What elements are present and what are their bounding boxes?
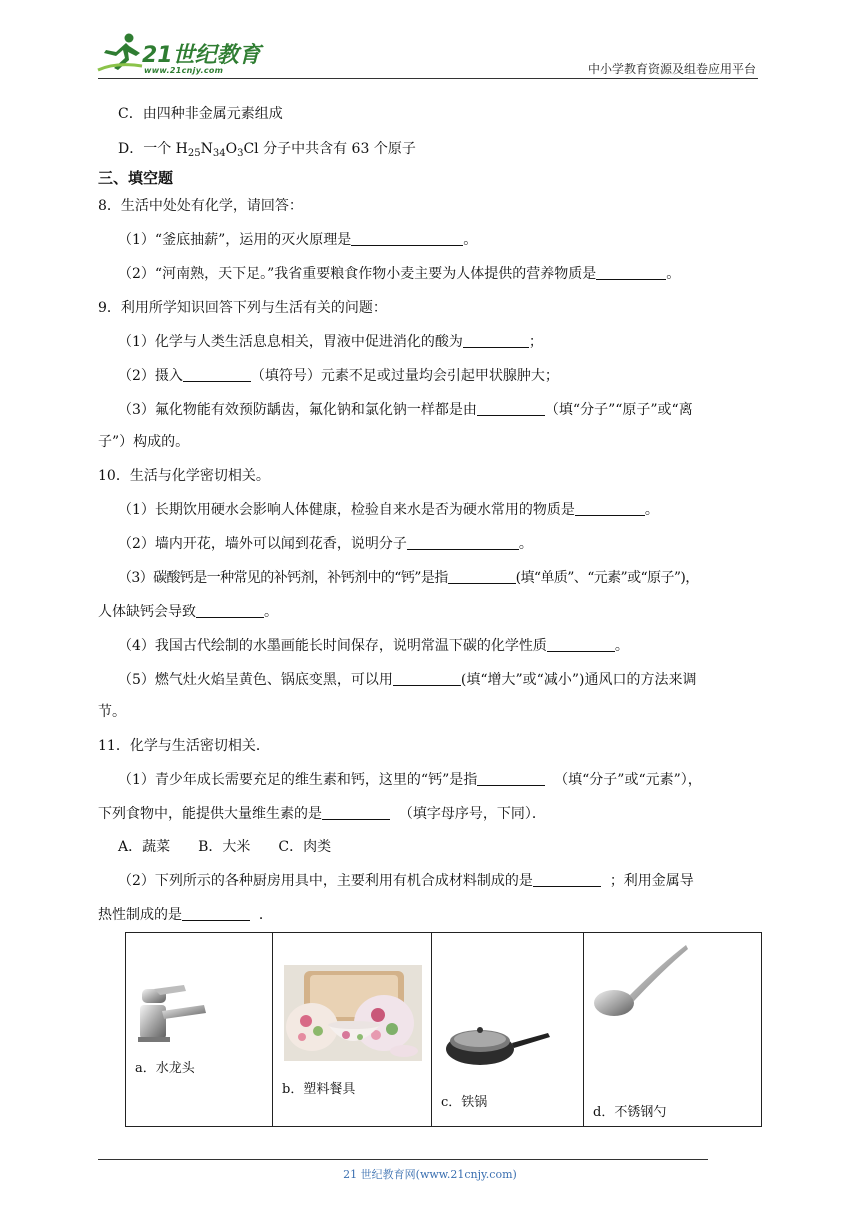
answer-blank[interactable] xyxy=(448,569,516,584)
item-label: c．铁锅 xyxy=(441,1095,488,1110)
q10-stem: 10．生活与化学密切相关。 xyxy=(98,468,270,484)
q10-part4: （4）我国古代绘制的水墨画能长时间保存，说明常温下碳的化学性质 。 xyxy=(118,638,629,654)
logo xyxy=(96,32,266,78)
q11-part2-cont: 热性制成的是 ． xyxy=(98,907,273,923)
answer-blank[interactable] xyxy=(393,671,461,686)
option-c: C．由四种非金属元素组成 xyxy=(118,106,283,122)
q10-part5-cont: 节。 xyxy=(98,704,126,720)
logo-text: 21世纪教育 xyxy=(142,43,261,68)
answer-blank[interactable] xyxy=(596,265,666,280)
item-label: d．不锈钢勺 xyxy=(593,1105,667,1120)
answer-blank[interactable] xyxy=(182,906,250,921)
wok-icon xyxy=(442,1021,552,1071)
q10-part2: （2）墙内开花，墙外可以闻到花香，说明分子 。 xyxy=(118,536,533,552)
item-label: b．塑料餐具 xyxy=(282,1082,356,1097)
answer-blank[interactable] xyxy=(322,805,390,820)
answer-blank[interactable] xyxy=(575,501,645,516)
answer-blank[interactable] xyxy=(463,333,529,348)
answer-blank[interactable] xyxy=(183,367,251,382)
item-cell-plastic-tableware xyxy=(273,933,432,1127)
q11-part1-cont: 下列食物中，能提供大量维生素的是 （填字母序号，下同）． xyxy=(98,806,546,822)
answer-blank[interactable] xyxy=(533,872,601,887)
q9-part3-cont: 子”）构成的。 xyxy=(98,434,190,450)
item-cell-spoon xyxy=(584,933,762,1127)
answer-blank[interactable] xyxy=(547,637,615,652)
spoon-icon xyxy=(590,941,690,1021)
option-d: D．一个 $H_{25}N_{34}O_3Cl$ 分子中共含有 63 个原子 xyxy=(118,141,416,159)
q10-part3: （3）碳酸钙是一种常见的补钙剂，补钙剂中的“钙”是指 (填“单质”、“元素”或“原子”)， xyxy=(118,570,699,586)
answer-blank[interactable] xyxy=(351,231,463,246)
item-label: a．水龙头 xyxy=(135,1061,195,1076)
q11-part2: （2）下列所示的各种厨房用具中，主要利用有机合成材料制成的是 ；利用金属导 xyxy=(118,873,694,889)
q11-part1: （1）青少年成长需要充足的维生素和钙，这里的“钙”是指 （填“分子”或“元素”）， xyxy=(118,772,702,788)
header-divider xyxy=(98,78,758,79)
q9-part2: （2）摄入 （填符号）元素不足或过量均会引起甲状腺肿大； xyxy=(118,368,559,384)
q8-stem: 8．生活中处处有化学，请回答： xyxy=(98,198,303,214)
answer-blank[interactable] xyxy=(477,771,545,786)
q10-part5: （5）燃气灶火焰呈黄色、锅底变黑，可以用 (填“增大”或“减小”)通风口的方法来调 xyxy=(118,672,697,688)
platform-name: 中小学教育资源及组卷应用平台 xyxy=(587,62,756,76)
answer-blank[interactable] xyxy=(477,401,545,416)
q11-choices: A．蔬菜 B．大米 C．肉类 xyxy=(118,839,332,855)
q9-stem: 9．利用所学知识回答下列与生活有关的问题： xyxy=(98,300,387,316)
faucet-icon xyxy=(134,983,224,1045)
q10-part1: （1）长期饮用硬水会影响人体健康，检验自来水是否为硬水常用的物质是 。 xyxy=(118,502,659,518)
q10-part3-cont: 人体缺钙会导致 。 xyxy=(98,604,278,620)
answer-blank[interactable] xyxy=(407,535,519,550)
logo-url: www.21cnjy.com xyxy=(144,66,224,75)
q9-part3: （3）氟化物能有效预防龋齿，氟化钠和氯化钠一样都是由 （填“分子”“原子”或“离 xyxy=(118,402,693,418)
answer-blank[interactable] xyxy=(196,603,264,618)
section-title: 三、填空题 xyxy=(98,169,174,187)
q8-part2: （2）“河南熟，天下足。”我省重要粮食作物小麦主要为人体提供的营养物质是 。 xyxy=(118,266,681,282)
plastic-tableware-icon xyxy=(284,965,422,1061)
item-cell-wok xyxy=(432,933,584,1127)
q9-part1: （1）化学与人类生活息息相关，胃液中促进消化的酸为 ； xyxy=(118,334,543,350)
kitchen-items-table xyxy=(125,932,762,1127)
q11-stem: 11．化学与生活密切相关． xyxy=(98,738,270,754)
footer-divider xyxy=(98,1159,708,1160)
q8-part1: （1）“釜底抽薪”，运用的灭火原理是 。 xyxy=(118,232,478,248)
footer-text: 21 世纪教育网(www.21cnjy.com) xyxy=(343,1168,517,1181)
runner-logo-icon xyxy=(96,32,146,74)
item-cell-faucet xyxy=(126,933,273,1127)
